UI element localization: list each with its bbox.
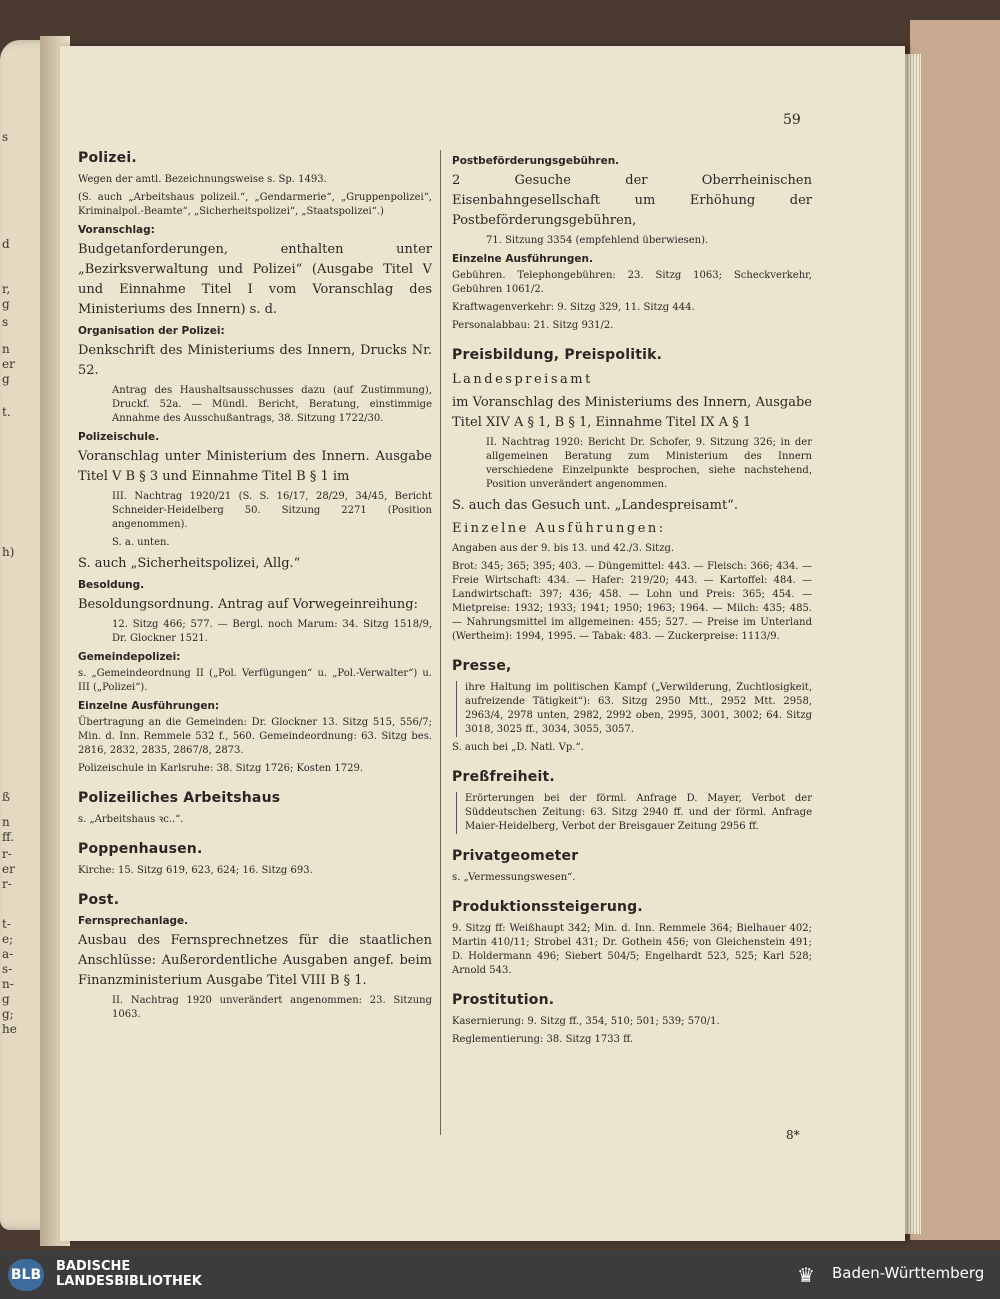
entry-reference: S. a. unten. — [112, 537, 170, 548]
book-cover-edge — [910, 20, 1000, 1240]
entry-bracketed-text: Erörterungen bei der förml. Anfrage D. Mayer, Verbot der Süddeutschen Zeitung: 63. Sitzg 2940 ff. und der förml. Anfrage Maier-Heidelberg, Verbot der Breisgauer Zeitung 2956 ff. — [456, 792, 812, 834]
cut-letter: er — [2, 862, 15, 876]
entry-heading: Preisbildung, Preispolitik. — [452, 347, 663, 363]
cut-letter: ff. — [2, 830, 14, 844]
viewer-footer — [0, 1250, 1000, 1299]
cut-letter: g; — [2, 1007, 14, 1021]
library-name-line2: LANDESBIBLIOTHEK — [56, 1274, 202, 1289]
entry-subheading: Polizeischule. — [78, 431, 160, 443]
library-name[interactable] — [56, 1259, 202, 1289]
entry-reference: III. Nachtrag 1920/21 (S. S. 16/17, 28/29, 34/45, Bericht Schneider-Heidelberg 50. Sitzung 2271 (Position angenommen). — [112, 491, 432, 530]
entry-text: Polizeischule in Karlsruhe: 38. Sitzg 1726; Kosten 1729. — [78, 763, 364, 774]
lions-emblem-icon: ♛ — [797, 1263, 815, 1287]
entry-text: s. „Gemeindeordnung II („Pol. Verfügungen“ u. „Pol.-Verwalter“) u. III („Polizei“). — [78, 668, 432, 693]
blb-logo[interactable]: BLB — [8, 1259, 44, 1291]
cut-letter: r- — [2, 877, 12, 891]
index-entry — [452, 848, 812, 885]
entry-reference: 71. Sitzung 3354 (empfehlend überwiesen). — [486, 235, 709, 246]
entry-heading: Post. — [78, 892, 120, 908]
entry-reference: Antrag des Haushaltsausschusses dazu (auf Zustimmung), Druckf. 52a. — Mündl. Bericht, Beratung, einstimmige Annahme des Ausschußantrags, 38. Sitzung 1722/30. — [112, 385, 432, 424]
signature-mark: 8* — [786, 1128, 800, 1142]
cut-letter: n- — [2, 977, 14, 991]
entry-subheading: Einzelne Ausführungen: — [78, 700, 220, 712]
cut-letter: g — [2, 992, 10, 1006]
cut-letter: g — [2, 372, 10, 386]
entry-reference: 12. Sitzg 466; 577. — Bergl. noch Marum: 34. Sitzg 1518/9, Dr. Glockner 1521. — [112, 619, 432, 644]
entry-heading: Polizei. — [78, 150, 137, 166]
state-name[interactable]: Baden-Württemberg — [832, 1264, 985, 1282]
index-entry — [452, 155, 812, 333]
entry-heading: Produktionssteigerung. — [452, 899, 643, 915]
entry-spaced-text: Landespreisamt — [452, 372, 593, 387]
cut-letter: d — [2, 237, 10, 251]
entry-subheading: Fernsprechanlage. — [78, 915, 189, 927]
entry-text: Gebühren. Telephongebühren: 23. Sitzg 1063; Scheckverkehr, Gebühren 1061/2. — [452, 270, 812, 295]
cut-letter: n — [2, 815, 10, 829]
cut-letter: n — [2, 342, 10, 356]
entry-main-text: Budgetanforderungen, enthalten unter „Bezirksverwaltung und Polizei“ (Ausgabe Titel V und Einnahme Titel I vom Voranschlag des Ministeriums des Innern) s. d. — [78, 242, 432, 317]
column-divider — [440, 150, 441, 1135]
cut-letter: h) — [2, 545, 15, 559]
cut-letter: r- — [2, 847, 12, 861]
entry-reference: II. Nachtrag 1920: Bericht Dr. Schofer, 9. Sitzung 326; in der allgemeinen Beratung zum Ministerium des Innern verschiedene Einzelpunkte besprochen, siehe nachstehend, Position unverändert angenommen. — [486, 437, 812, 490]
entry-text: S. auch bei „D. Natl. Vp.“. — [452, 742, 584, 753]
index-entry — [78, 892, 432, 1022]
entry-main-text: Besoldungsordnung. Antrag auf Vorwegeinreihung: — [78, 597, 418, 612]
cut-letter: e; — [2, 932, 14, 946]
entry-subheading: Besoldung. — [78, 579, 145, 591]
index-entry — [78, 150, 432, 776]
cut-letter: a- — [2, 947, 14, 961]
page-number: 59 — [783, 112, 801, 128]
cut-letter: ß — [2, 790, 11, 804]
entry-heading: Presse, — [452, 658, 512, 674]
cut-letter: t. — [2, 405, 11, 419]
entry-reference: II. Nachtrag 1920 unverändert angenommen: 23. Sitzung 1063. — [112, 995, 432, 1020]
entry-main-text: Denkschrift des Ministeriums des Innern, Drucks Nr. 52. — [78, 343, 432, 378]
cut-letter: s — [2, 130, 9, 144]
entry-main-text: Voranschlag unter Ministerium des Innern. Ausgabe Titel V B § 3 und Einnahme Titel B § 1 im — [78, 449, 432, 484]
cut-letter: r, — [2, 282, 11, 296]
entry-text: Wegen der amtl. Bezeichnungsweise s. Sp. 1493. — [78, 174, 327, 185]
right-column — [452, 150, 812, 1061]
cut-letter: er — [2, 357, 15, 371]
entry-text: s. „Vermessungswesen“. — [452, 872, 576, 883]
entry-subheading: Voranschlag: — [78, 224, 155, 236]
entry-text: Angaben aus der 9. bis 13. und 42./3. Sitzg. — [452, 543, 675, 554]
entry-heading: Privatgeometer — [452, 848, 579, 864]
entry-spaced-text: Einzelne Ausführungen: — [452, 521, 666, 536]
entry-text: s. „Arbeitshaus ꝛc..“. — [78, 814, 184, 825]
entry-text: Brot: 345; 365; 395; 403. — Düngemittel: 443. — Fleisch: 366; 434. — Freie Wirtschaft: 434. — Hafer: 219/20; 443. — Kartoffel: 484. — Landwirtschaft: 397; 436; 458. — Lohn und Preis: 365; 454. — Mietpreise: 1932; 1933; 1941; 1950; 1963; 1964. — Milch: 435; 485. — Nahrungsmittel im allgemeinen: 455; 527. — Preise im Unterland (Wertheim): 1994, 1995. — Tabak: 483. — Zuckerpreise: 1113/9. — [452, 561, 812, 642]
entry-main-text: Ausbau des Fernsprechnetzes für die staatlichen Anschlüsse: Außerordentliche Ausgaben angef. beim Finanzministerium Ausgabe Titel VIII B § 1. — [78, 933, 432, 988]
entry-text: (S. auch „Arbeitshaus polizeil.“, „Gendarmerie“, „Gruppenpolizei“, Kriminalpol.-Beamte“, „Sicherheitspolizei“, „Staatspolizei“.) — [78, 192, 432, 217]
entry-subheading: Postbeförderungsgebühren. — [452, 155, 620, 167]
entry-text: Reglementierung: 38. Sitzg 1733 ff. — [452, 1034, 634, 1045]
cut-letter: s- — [2, 962, 13, 976]
entry-main-text: 2 Gesuche der Oberrheinischen Eisenbahngesellschaft um Erhöhung der Postbeförderungsgebühren, — [452, 173, 812, 228]
entry-heading: Poppenhausen. — [78, 841, 203, 857]
entry-bracketed-text: ihre Haltung im politischen Kampf („Verwilderung, Zuchtlosigkeit, aufreizende Tätigkeit“): 63. Sitzg 2950 Mtt., 2952 Mtt. 2958, 2963/4, 2978 unten, 2982, 2992 oben, 2995, 3001, 3002; 64. Sitzg 3018, 3025 ff., 3034, 3055, 3057. — [456, 681, 812, 737]
entry-main-text: S. auch „Sicherheitspolizei, Allg.“ — [78, 556, 301, 571]
entry-heading: Preßfreiheit. — [452, 769, 555, 785]
entry-text: Kraftwagenverkehr: 9. Sitzg 329, 11. Sitzg 444. — [452, 302, 695, 313]
entry-text: Personalabbau: 21. Sitzg 931/2. — [452, 320, 614, 331]
entry-subheading: Einzelne Ausführungen. — [452, 253, 593, 265]
index-entry — [452, 658, 812, 755]
cut-letter: g — [2, 297, 10, 311]
entry-text: 9. Sitzg ff: Weißhaupt 342; Min. d. Inn. Remmele 364; Bielhauer 402; Martin 410/11; Strobel 431; Dr. Gothein 456; von Gleichenstein 491; D. Holdermann 496; Siebert 504/5; Engelhardt 523, 525; Karl 528; Arnold 543. — [452, 923, 812, 976]
entry-heading: Prostitution. — [452, 992, 555, 1008]
index-entry — [452, 769, 812, 834]
entry-text: Übertragung an die Gemeinden: Dr. Glockner 13. Sitzg 515, 556/7; Min. d. Inn. Remmele 532 f., 560. Gemeindeordnung: 63. Sitzg bes. 2816, 2832, 2835, 2867/8, 2873. — [78, 717, 432, 756]
cut-letter: t- — [2, 917, 11, 931]
entry-subheading: Organisation der Polizei: — [78, 325, 225, 337]
index-entry — [452, 899, 812, 978]
cut-letter: he — [2, 1022, 17, 1036]
page-stack-edges — [905, 54, 921, 1234]
entry-text: Kasernierung: 9. Sitzg ff., 354, 510; 501; 539; 570/1. — [452, 1016, 720, 1027]
entry-text: Kirche: 15. Sitzg 619, 623, 624; 16. Sitzg 693. — [78, 865, 313, 876]
entry-main-text: im Voranschlag des Ministeriums des Innern, Ausgabe Titel XIV A § 1, B § 1, Einnahme Titel IX A § 1 — [452, 395, 812, 430]
index-entry — [78, 841, 432, 878]
index-entry — [452, 347, 812, 644]
entry-subheading: Gemeindepolizei: — [78, 651, 181, 663]
index-entry — [78, 790, 432, 827]
index-entry — [452, 992, 812, 1047]
library-name-line1: BADISCHE — [56, 1259, 131, 1274]
left-column — [78, 150, 432, 1036]
entry-main-text: S. auch das Gesuch unt. „Landespreisamt“. — [452, 498, 738, 513]
cut-letter: s — [2, 315, 9, 329]
entry-heading: Polizeiliches Arbeitshaus — [78, 790, 281, 806]
